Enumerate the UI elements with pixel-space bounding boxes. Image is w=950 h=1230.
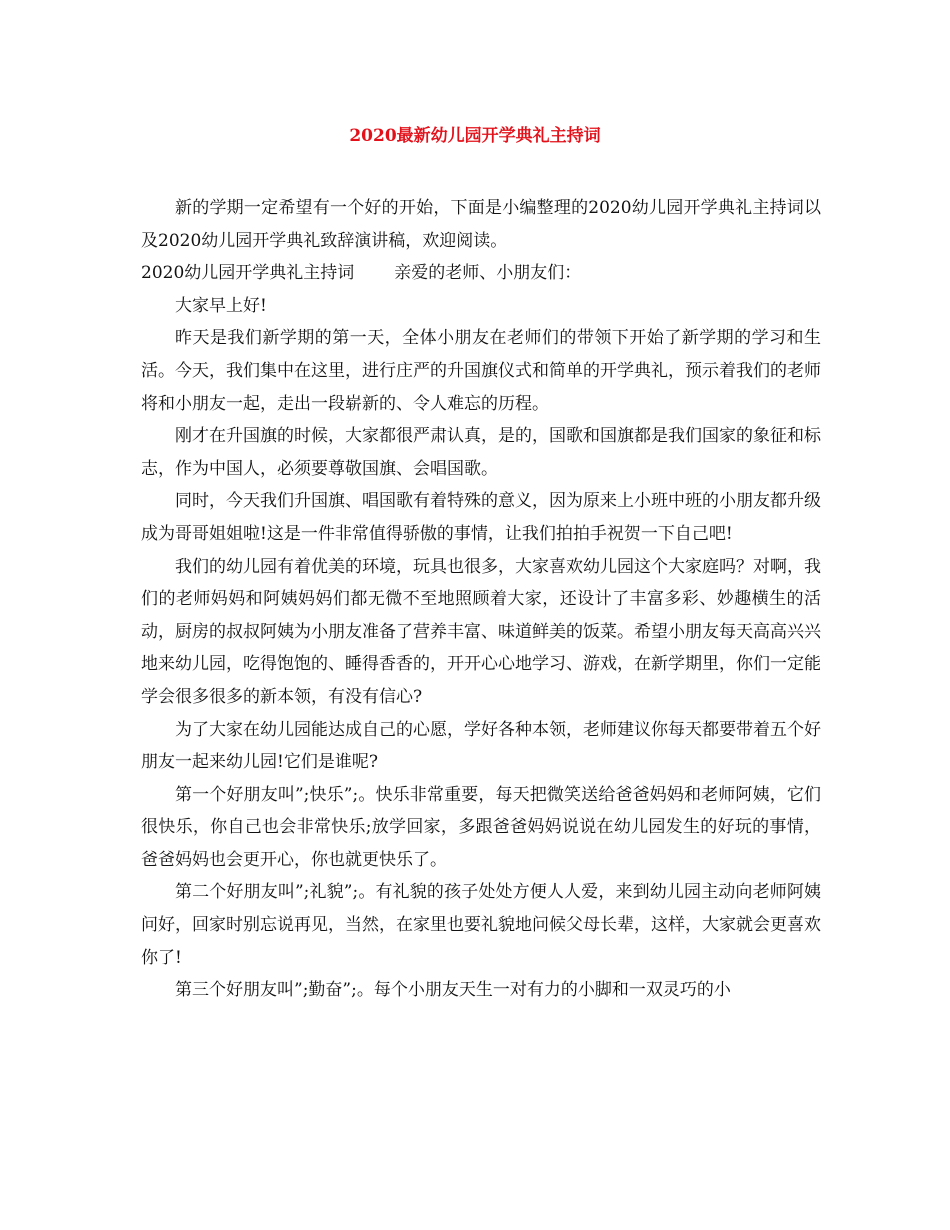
section-heading-line bbox=[141, 257, 821, 290]
document-body bbox=[141, 192, 821, 1007]
paragraph-flag: 刚才在升国旗的时候，大家都很严肃认真，是的，国歌和国旗都是我们国家的象征和标志，作为中国人，必须要尊敬国旗、会唱国歌。 bbox=[141, 426, 821, 479]
salutation: 亲爱的老师、小朋友们： bbox=[394, 263, 582, 284]
paragraph-greeting: 大家早上好! bbox=[175, 295, 267, 316]
paragraph-friend-happiness: 第一个好朋友叫”;快乐”;。快乐非常重要，每天把微笑送给爸爸妈妈和老师阿姨，它们很快乐，你自己也会非常快乐;放学回家，多跟爸爸妈妈说说在幼儿园发生的好玩的事情，爸爸妈妈也会更开心，你也就更快乐了。 bbox=[141, 784, 821, 870]
paragraph-five-friends: 为了大家在幼儿园能达成自己的心愿，学好各种本领，老师建议你每天都要带着五个好朋友一起来幼儿园!它们是谁呢? bbox=[141, 719, 821, 773]
document-title: 2020最新幼儿园开学典礼主持词 bbox=[349, 126, 601, 146]
paragraph-promotion: 同时，今天我们升国旗、唱国歌有着特殊的意义，因为原来上小班中班的小朋友都升级成为哥哥姐姐啦!这是一件非常值得骄傲的事情，让我们拍拍手祝贺一下自己吧! bbox=[141, 491, 821, 544]
paragraph-friend-politeness: 第二个好朋友叫”;礼貌”;。有礼貌的孩子处处方便人人爱，来到幼儿园主动向老师阿姨问好，回家时别忘说再见，当然，在家里也要礼貌地问候父母长辈，这样，大家就会更喜欢你了! bbox=[141, 882, 821, 968]
section-heading: 2020幼儿园开学典礼主持词 bbox=[141, 263, 355, 284]
paragraph-friend-diligence: 第三个好朋友叫”;勤奋”;。每个小朋友天生一对有力的小脚和一双灵巧的小 bbox=[175, 980, 731, 1001]
paragraph-first-day: 昨天是我们新学期的第一天，全体小朋友在老师们的带领下开始了新学期的学习和生活。今天，我们集中在这里，进行庄严的升国旗仪式和简单的开学典礼，预示着我们的老师将和小朋友一起，走出一段崭新的、令人难忘的历程。 bbox=[141, 328, 821, 414]
paragraph-kindergarten: 我们的幼儿园有着优美的环境，玩具也很多，大家喜欢幼儿园这个大家庭吗？对啊，我们的老师妈妈和阿姨妈妈们都无微不至地照顾着大家，还设计了丰富多彩、妙趣横生的活动，厨房的叔叔阿姨为小朋友准备了营养丰富、味道鲜美的饭菜。希望小朋友每天高高兴兴地来幼儿园，吃得饱饱的、睡得香香的，开开心心地学习、游戏，在新学期里，你们一定能学会很多很多的新本领，有没有信心? bbox=[141, 556, 821, 707]
intro-paragraph: 新的学期一定希望有一个好的开始，下面是小编整理的2020幼儿园开学典礼主持词以及2020幼儿园开学典礼致辞演讲稿，欢迎阅读。 bbox=[141, 198, 821, 251]
